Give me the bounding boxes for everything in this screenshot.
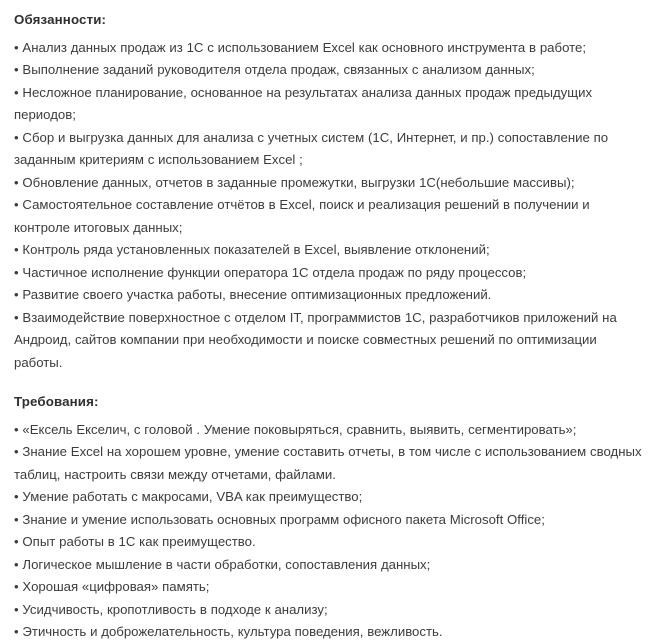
content-section: [14, 391, 645, 644]
bullet-icon: •: [14, 579, 19, 594]
list-item-text: Несложное планирование, основанное на результатах анализа данных продаж предыдущих периодов;: [14, 84, 593, 122]
list-item: [14, 262, 645, 285]
sections-container: [14, 9, 645, 644]
bullet-icon: •: [14, 421, 19, 437]
content-section: [14, 9, 645, 374]
list-item: [14, 239, 645, 262]
list-item: [14, 486, 645, 509]
list-item: [14, 37, 645, 60]
list-item-text: Умение работать с макросами, VBA как преимущество;: [22, 489, 363, 504]
bullet-icon: •: [14, 624, 19, 639]
list-item: [14, 509, 645, 532]
list-item-text: Контроль ряда установленных показателей в Excel, выявление отклонений;: [22, 242, 490, 257]
bullet-icon: •: [14, 197, 19, 212]
bullet-icon: •: [14, 264, 19, 280]
bullet-icon: •: [14, 287, 19, 302]
list-item: [14, 576, 645, 599]
list-item-text: Развитие своего участка работы, внесение оптимизационных предложений.: [22, 287, 492, 302]
bullet-icon: •: [14, 489, 19, 504]
bullet-icon: •: [14, 39, 19, 55]
bullet-icon: •: [14, 309, 19, 325]
list-item: [14, 621, 645, 644]
list-item-text: Опыт работы в 1С как преимущество.: [22, 534, 256, 549]
list-item-text: Частичное исполнение функции оператора 1С отдела продаж по ряду процессов;: [22, 264, 527, 280]
section-heading: Требования:: [14, 394, 99, 409]
list-item-text: Знание Excel на хорошем уровне, умение составить отчеты, в том числе с использованием сводных таблиц, настроить связи между отчетами, файлами.: [14, 444, 642, 482]
list-item-text: Взаимодействие поверхностное с отделом IT, программистов 1С, разработчиков приложений на Андроид, сайтов компании при необходимости и поиске совместных решений по оптимизации работы.: [14, 309, 617, 370]
bullet-icon: •: [14, 511, 19, 527]
list-item-text: «Ексель Екселич, с головой . Умение поковыряться, сравнить, выявить, сегментировать»;: [22, 421, 577, 437]
bullet-list: [14, 419, 645, 644]
list-item: [14, 554, 645, 577]
list-item: [14, 419, 645, 442]
list-item-text: Этичность и доброжелательность, культура поведения, вежливость.: [22, 624, 443, 639]
list-item-text: Сбор и выгрузка данных для анализа с учетных систем (1С, Интернет, и пр.) сопоставление по заданным критериям с использованием Excel ;: [14, 129, 609, 167]
list-item: [14, 531, 645, 554]
list-item-text: Усидчивость, кропотливость в подходе к анализу;: [22, 601, 328, 617]
bullet-icon: •: [14, 174, 19, 190]
bullet-icon: •: [14, 556, 19, 572]
section-heading: Обязанности:: [14, 12, 107, 27]
bullet-icon: •: [14, 534, 19, 549]
list-item: [14, 441, 645, 486]
list-item: [14, 82, 645, 127]
list-item-text: Знание и умение использовать основных программ офисного пакета Microsoft Office;: [22, 511, 545, 527]
list-item-text: Самостоятельное составление отчётов в Excel, поиск и реализация решений в получении и контроле итоговых данных;: [14, 197, 590, 235]
list-item: [14, 172, 645, 195]
bullet-icon: •: [14, 62, 19, 77]
list-item-text: Хорошая «цифровая» память;: [22, 579, 210, 594]
list-item: [14, 307, 645, 375]
bullet-icon: •: [14, 444, 19, 459]
bullet-list: [14, 37, 645, 375]
list-item: [14, 284, 645, 307]
list-item-text: Обновление данных, отчетов в заданные промежутки, выгрузки 1С(небольшие массивы);: [22, 174, 575, 190]
list-item-text: Анализ данных продаж из 1С с использованием Excel как основного инструмента в работе;: [22, 39, 586, 55]
list-item: [14, 194, 645, 239]
list-item-text: Логическое мышление в части обработки, сопоставления данных;: [22, 556, 431, 572]
list-item: [14, 127, 645, 172]
bullet-icon: •: [14, 84, 19, 100]
list-item: [14, 599, 645, 622]
list-item-text: Выполнение заданий руководителя отдела продаж, связанных с анализом данных;: [22, 62, 535, 77]
list-item: [14, 59, 645, 82]
bullet-icon: •: [14, 601, 19, 617]
bullet-icon: •: [14, 242, 19, 257]
bullet-icon: •: [14, 129, 19, 145]
